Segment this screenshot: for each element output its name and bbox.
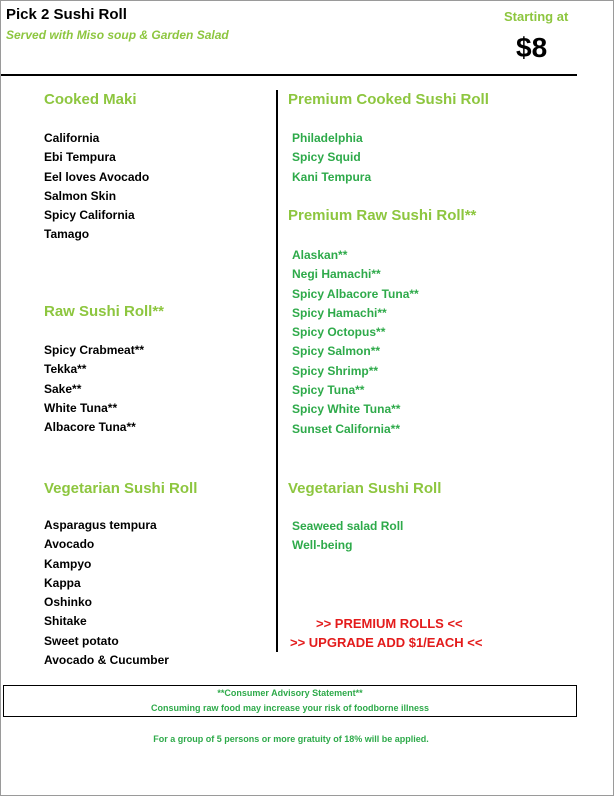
list-item: Well-being xyxy=(292,538,353,553)
upgrade-notice: >> UPGRADE ADD $1/EACH << xyxy=(290,635,483,650)
cooked-maki-list xyxy=(44,129,149,245)
list-item: Negi Hamachi** xyxy=(292,267,381,282)
raw-sushi-heading: Raw Sushi Roll** xyxy=(44,303,165,320)
list-item: Albacore Tuna** xyxy=(44,420,136,435)
raw-sushi-list xyxy=(44,341,144,437)
list-item: Ebi Tempura xyxy=(44,150,116,165)
starting-at-label: Starting at xyxy=(504,9,569,24)
vegetarian-heading-right: Vegetarian Sushi Roll xyxy=(288,480,442,497)
list-item: Spicy Octopus** xyxy=(292,325,386,340)
list-item: Spicy Hamachi** xyxy=(292,305,387,320)
menu-subtitle: Served with Miso soup & Garden Salad xyxy=(6,28,229,42)
list-item: Eel loves Avocado xyxy=(44,169,150,184)
list-item: Sake** xyxy=(44,381,82,396)
consumer-advisory-box xyxy=(3,685,577,717)
premium-raw-heading: Premium Raw Sushi Roll** xyxy=(288,207,477,224)
list-item: Spicy Crabmeat** xyxy=(44,343,145,357)
list-item: Spicy California xyxy=(44,208,135,223)
header-divider xyxy=(1,74,577,76)
premium-raw-list xyxy=(292,246,419,439)
cooked-maki-heading: Cooked Maki xyxy=(44,91,137,108)
list-item: Tekka** xyxy=(44,362,87,377)
advisory-text: Consuming raw food may increase your risk of foodborne illness xyxy=(150,703,430,713)
list-item: Spicy Shrimp** xyxy=(292,363,379,378)
list-item: Alaskan** xyxy=(292,248,348,262)
list-item: Avocado xyxy=(44,537,95,552)
list-item: Kani Tempura xyxy=(292,169,372,184)
list-item: Kampyo xyxy=(44,556,92,571)
list-item: White Tuna** xyxy=(44,400,118,415)
advisory-title: **Consumer Advisory Statement** xyxy=(217,688,363,698)
list-item: Kappa xyxy=(44,575,81,590)
price: $8 xyxy=(516,32,548,63)
list-item: Spicy Tuna** xyxy=(292,383,365,398)
list-item: Spicy White Tuna** xyxy=(292,402,401,417)
list-item: Tamago xyxy=(44,227,90,242)
premium-cooked-list xyxy=(292,129,371,187)
list-item: Spicy Albacore Tuna** xyxy=(292,286,419,301)
premium-cooked-heading: Premium Cooked Sushi Roll xyxy=(288,91,489,108)
vegetarian-list-left xyxy=(44,516,169,670)
list-item: Spicy Squid xyxy=(292,150,361,165)
premium-rolls-notice: >> PREMIUM ROLLS << xyxy=(316,616,463,631)
list-item: Sunset California** xyxy=(292,421,401,436)
list-item: Philadelphia xyxy=(292,131,363,145)
list-item: Avocado & Cucumber xyxy=(44,653,169,668)
menu-title: Pick 2 Sushi Roll xyxy=(6,6,127,23)
gratuity-note: For a group of 5 persons or more gratuity of 18% will be applied. xyxy=(153,734,429,744)
list-item: Shitake xyxy=(44,614,87,629)
column-divider xyxy=(276,90,278,652)
list-item: California xyxy=(44,131,100,145)
vegetarian-heading-left: Vegetarian Sushi Roll xyxy=(44,480,198,497)
list-item: Seaweed salad Roll xyxy=(292,519,404,533)
list-item: Oshinko xyxy=(44,595,93,610)
list-item: Sweet potato xyxy=(44,633,119,648)
list-item: Salmon Skin xyxy=(44,188,117,203)
list-item: Spicy Salmon** xyxy=(292,344,381,359)
vegetarian-list-right xyxy=(292,517,403,556)
list-item: Asparagus tempura xyxy=(44,518,157,532)
